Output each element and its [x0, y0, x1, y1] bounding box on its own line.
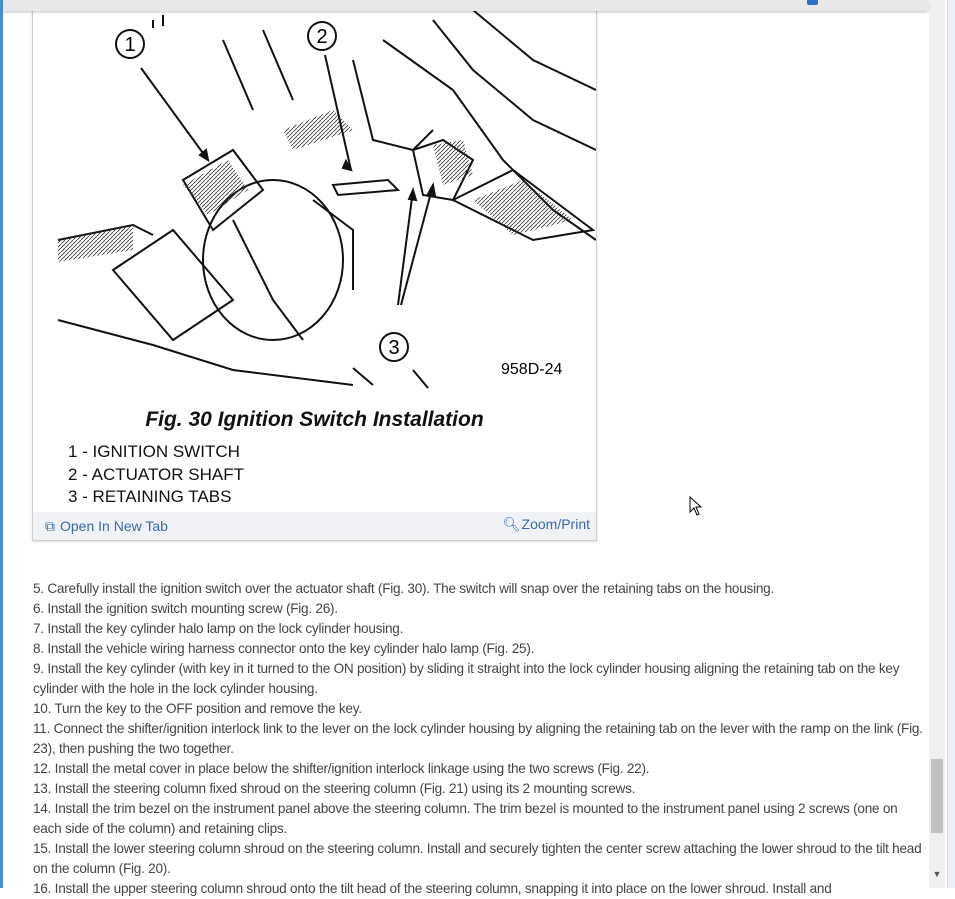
step-text: 12. Install the metal cover in place below the shifter/ignition interlock linkage using the two screws (Fig. 22).: [33, 761, 650, 776]
mouse-cursor-icon: [689, 496, 703, 516]
figure-footer: [33, 512, 596, 540]
callout-3: 3: [388, 337, 400, 359]
step-text: 5. Carefully install the ignition switch over the actuator shaft (Fig. 30). The switch will snap over the retaining tabs on the housing.: [33, 581, 774, 596]
zoom-print-link[interactable]: 🔍︎Zoom/Print: [502, 516, 590, 532]
step-text: 10. Turn the key to the OFF position and remove the key.: [33, 701, 362, 716]
procedure-steps: [33, 579, 923, 899]
ignition-switch-illustration: [33, 0, 596, 405]
step-text: 11. Connect the shifter/ignition interlock link to the lever on the lock cylinder housing by aligning the retaining tab on the lever with the ramp on the link (Fig. 23), then pushing the two together.: [33, 721, 923, 756]
step-text: 13. Install the steering column fixed shroud on the steering column (Fig. 21) using its 2 mounting screws.: [33, 781, 636, 796]
figure-card: [32, 0, 597, 541]
scrollbar-thumb[interactable]: [931, 759, 943, 833]
vertical-scrollbar[interactable]: [929, 0, 945, 888]
legend-item: 3 - RETAINING TABS: [68, 487, 232, 506]
figure-caption: Fig. 30 Ignition Switch Installation: [145, 408, 484, 431]
drawing-code: 958D-24: [501, 361, 563, 378]
step-text: 9. Install the key cylinder (with key in it turned to the ON position) by sliding it straight into the lock cylinder housing aligning the retaining tab on the key cylinder with the hole in the lock cylinder housing.: [33, 661, 900, 696]
callout-1: 1: [124, 34, 136, 56]
zoom-in-icon: 🔍︎: [502, 516, 521, 532]
step-text: 16. Install the upper steering column shroud onto the tilt head of the steering column, snapping it into place on the lower shroud. Install and: [33, 881, 832, 896]
legend-item: 1 - IGNITION SWITCH: [68, 442, 240, 461]
open-in-new-tab-link[interactable]: ⧉ Open In New Tab: [45, 518, 168, 534]
scroll-down-arrow-icon[interactable]: ▼: [932, 869, 942, 879]
top-toolbar: [3, 0, 928, 11]
step-text: 7. Install the key cylinder halo lamp on the lock cylinder housing.: [33, 621, 404, 636]
step-text: 14. Install the trim bezel on the instrument panel above the steering column. The trim bezel is mounted to the instrument panel using 2 screws (one on each side of the column) and retaining clips.: [33, 801, 898, 836]
step-text: 6. Install the ignition switch mounting screw (Fig. 26).: [33, 601, 338, 616]
toolbar-icon[interactable]: [807, 0, 818, 5]
figure-legend: [68, 441, 244, 509]
step-text: 8. Install the vehicle wiring harness connector onto the key cylinder halo lamp (Fig. 25).: [33, 641, 535, 656]
window-edge: [0, 0, 3, 888]
window-edge-right: [947, 0, 955, 888]
new-tab-icon: ⧉: [45, 518, 55, 534]
legend-item: 2 - ACTUATOR SHAFT: [68, 464, 245, 484]
step-text: 15. Install the lower steering column shroud on the steering column. Install and securely tighten the center screw attaching the lower shroud to the tilt head on the column (Fig. 20).: [33, 841, 922, 876]
callout-2: 2: [316, 26, 328, 48]
